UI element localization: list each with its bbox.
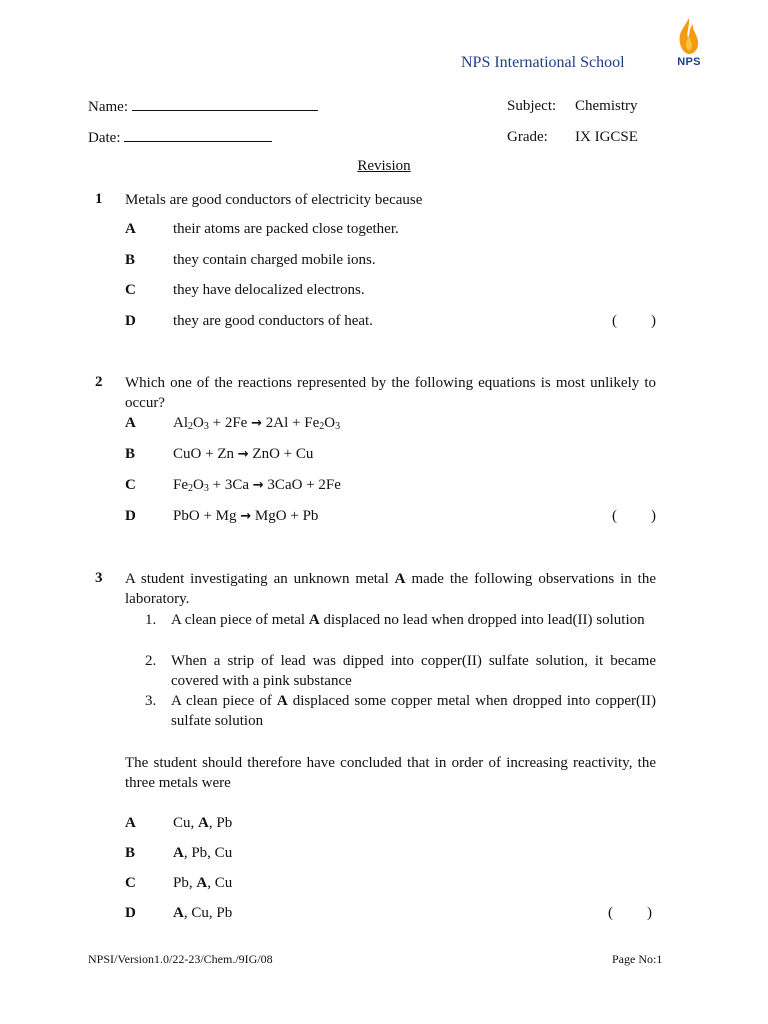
metal-a-label: A (394, 571, 406, 587)
observation-number: 1. (145, 612, 157, 628)
arrow-icon: → (251, 416, 262, 431)
question-text-start: A student investigating an unknown metal (125, 571, 395, 587)
option-letter: C (125, 477, 136, 493)
question-text: Metals are good conductors of electricity because (125, 192, 423, 208)
metal-a-label: A (173, 845, 184, 861)
option-text-part: , Pb (208, 815, 233, 831)
page-heading: Revision (357, 158, 411, 174)
option-letter: D (125, 508, 136, 524)
option-letter: B (125, 446, 136, 462)
conclusion-text: The student should therefore have concluded that in order of increasing reactivity, the three metals were (125, 755, 656, 791)
name-field[interactable] (132, 98, 318, 111)
metal-a-label: A (276, 693, 288, 709)
option-text: they have delocalized electrons. (173, 282, 365, 298)
name-label: Name: (88, 99, 128, 115)
option-letter: A (125, 221, 136, 237)
metal-a-label: A (198, 815, 209, 831)
option-letter: D (125, 905, 136, 921)
option-text (173, 875, 232, 892)
option-text: they are good conductors of heat. (173, 313, 373, 329)
equation-lhs: $Al_2O_3 + 2Fe$ (173, 415, 248, 432)
observation-text: When a strip of lead was dipped into copper(II) sulfate solution, it became covered with a pink substance (171, 653, 656, 689)
option-letter: D (125, 313, 136, 329)
equation-rhs: $2Al + Fe_2O_3$ (265, 415, 341, 432)
question-text-end: made the following observations in the laboratory. (125, 571, 656, 607)
date-label: Date: (88, 130, 121, 146)
equation (173, 446, 313, 463)
date-field[interactable] (124, 129, 272, 142)
option-letter: C (125, 875, 136, 891)
grade-label: Grade: (507, 129, 548, 145)
option-text: their atoms are packed close together. (173, 221, 399, 237)
equation (173, 508, 318, 525)
bracket-open: ( (612, 313, 617, 329)
date-row (88, 129, 272, 147)
option-text (173, 815, 232, 832)
subject-value: Chemistry (575, 98, 638, 114)
observation-number: 3. (145, 693, 157, 709)
bracket-close: ) (647, 905, 652, 921)
equation (173, 415, 340, 432)
school-name: NPS International School (461, 54, 625, 71)
option-letter: A (125, 415, 136, 431)
subject-label: Subject: (507, 98, 557, 114)
observation-text: displaced some copper metal when dropped into copper(II) sulfate solution (171, 693, 656, 729)
option-letter: B (125, 252, 136, 268)
arrow-icon: → (240, 509, 252, 524)
metal-a-label: A (173, 905, 184, 921)
logo-text: NPS (677, 56, 701, 68)
arrow-icon: → (237, 447, 249, 462)
option-text-part: , Pb, Cu (183, 845, 233, 861)
equation (173, 477, 341, 494)
question-number: 2 (95, 374, 103, 390)
option-text (173, 845, 232, 862)
bracket-open: ( (612, 508, 617, 524)
observation-text: displaced no lead when dropped into lead(II) solution (319, 612, 645, 628)
document-code: NPSI/Version1.0/22-23/Chem./9IG/08 (88, 952, 273, 966)
observation-text: A clean piece of metal (171, 612, 309, 628)
option-text-part: , Cu (207, 875, 233, 891)
metal-a-label: A (308, 612, 320, 628)
equation-lhs: $Fe_2O_3 + 3Ca$ (173, 477, 250, 494)
equation-rhs: ZnO + Cu (252, 446, 314, 462)
option-letter: C (125, 282, 136, 298)
observation-item (145, 610, 656, 630)
flame-icon (672, 16, 706, 56)
metal-a-label: A (196, 875, 208, 891)
bracket-open: ( (608, 905, 613, 921)
question-number: 1 (95, 191, 103, 207)
grade-value: IX IGCSE (575, 129, 638, 145)
question-number: 3 (95, 570, 103, 586)
option-letter: B (125, 845, 136, 861)
school-logo (672, 16, 706, 72)
option-text: they contain charged mobile ions. (173, 252, 376, 268)
option-text-part: Cu, (173, 815, 199, 831)
answer-bracket[interactable] (612, 313, 656, 330)
page-number: Page No:1 (612, 952, 663, 966)
equation-lhs: CuO + Zn (173, 446, 234, 462)
answer-bracket[interactable] (608, 905, 652, 922)
answer-bracket[interactable] (612, 508, 656, 525)
option-text-part: Pb, (173, 875, 197, 891)
observation-number: 2. (145, 653, 157, 669)
bracket-close: ) (651, 508, 656, 524)
observation-text: A clean piece of (171, 693, 277, 709)
bracket-close: ) (651, 313, 656, 329)
name-row (88, 98, 318, 116)
option-text (173, 905, 232, 922)
equation-rhs: 3CaO + 2Fe (267, 477, 341, 493)
observation-item (145, 691, 656, 731)
equation-rhs: MgO + Pb (254, 508, 319, 524)
observation-item (145, 651, 656, 691)
equation-lhs: PbO + Mg (173, 508, 237, 524)
option-letter: A (125, 815, 136, 831)
question-text: Which one of the reactions represented by the following equations is most unlikely to occur? (125, 375, 656, 411)
question-text (125, 569, 656, 609)
arrow-icon: → (252, 478, 264, 493)
option-text-part: , Cu, Pb (183, 905, 233, 921)
